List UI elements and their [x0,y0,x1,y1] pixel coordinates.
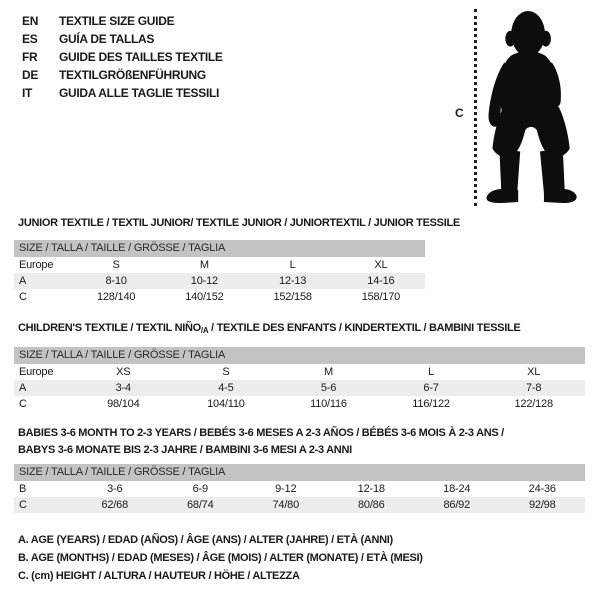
language-title: GUÍA DE TALLAS [59,32,155,46]
table-cell: L [428,366,435,378]
row-label: A [19,275,27,287]
row-label: C [19,499,27,511]
row-label: C [19,291,27,303]
children-title-sub: /A [200,326,209,335]
table-cell: 128/140 [96,291,136,303]
legend-notes [18,531,423,585]
children-size-table [14,347,585,412]
table-cell: XL [374,259,388,271]
table-row [14,481,585,497]
table-cell: 98/104 [107,398,140,410]
language-row [22,66,223,84]
table-cell: 140/152 [185,291,224,303]
table-row [14,497,585,513]
baby-silhouette-icon [483,8,593,206]
table-row [14,273,425,289]
legend-note-c: C. (cm) HEIGHT / ALTURA / HAUTEUR / HÖHE / ALTEZZA [18,570,300,582]
language-code: EN [22,14,39,28]
table-cell: 12-13 [279,275,307,287]
language-code: ES [22,32,38,46]
table-cell: 158/170 [361,291,401,303]
table-cell: 92/98 [528,499,556,511]
language-code: DE [22,68,39,82]
legend-note-b: B. AGE (MONTHS) / EDAD (MESES) / ÂGE (MOIS) / ALTER (MONATE) / ETÀ (MESI) [18,552,423,564]
table-cell: 3-6 [107,483,123,495]
language-code: FR [22,50,38,64]
table-cell: 18-24 [443,483,471,495]
table-cell: 104/110 [207,398,245,410]
table-cell: 80/86 [357,499,385,511]
table-row [14,257,425,273]
row-label: Europe [19,366,54,378]
table-cell: 74/80 [272,499,300,511]
babies-table-title [18,425,504,459]
table-cell: 152/158 [273,291,312,303]
babies-title-line1: BABIES 3-6 MONTH TO 2-3 YEARS / BEBÉS 3-6 MESES A 2-3 AÑOS / BÉBÉS 3-6 MOIS À 2-3 ANS / [18,427,504,439]
babies-title-line2: BABYS 3-6 MONATE BIS 2-3 JAHRE / BAMBINI 3-6 MESI A 2-3 ANNI [18,444,352,456]
table-cell: 5-6 [320,382,337,394]
size-header-bar: SIZE / TALLA / TAILLE / GRÖSSE / TAGLIA [14,464,585,481]
language-title: TEXTILGRÖßENFÜHRUNG [59,68,206,82]
language-title: GUIDA ALLE TAGLIE TESSILI [59,86,220,100]
table-cell: M [324,366,333,378]
table-cell: 24-36 [528,483,556,495]
row-label: B [19,483,27,495]
table-row [14,289,425,305]
table-row [14,364,585,380]
table-cell: 12-18 [357,483,385,495]
row-label: Europe [19,259,54,271]
language-row [22,12,223,30]
language-row [22,48,223,66]
children-title-pre: CHILDREN'S TEXTILE / TEXTIL NIÑO [18,322,201,334]
table-row [14,396,585,412]
junior-size-table [14,240,425,305]
language-title: GUIDE DES TAILLES TEXTILE [59,50,223,64]
table-cell: XS [116,366,131,378]
table-cell: 10-12 [190,275,218,287]
size-header-bar: SIZE / TALLA / TAILLE / GRÖSSE / TAGLIA [14,347,585,364]
children-title-post: / TEXTILE DES ENFANTS / KINDERTEXTIL / BAMBINI TESSILE [208,322,521,334]
table-cell: 3-4 [115,382,131,394]
table-cell: 110/116 [310,398,347,410]
language-title: TEXTILE SIZE GUIDE [59,14,175,28]
language-list [22,12,223,102]
height-label-c: C [455,106,464,120]
table-cell: 122/128 [514,398,553,410]
table-cell: 9-12 [275,483,297,495]
row-label: C [19,398,27,410]
language-row [22,30,223,48]
language-code: IT [22,86,33,100]
table-cell: 68/74 [186,499,214,511]
row-label: A [19,382,27,394]
table-cell: 8-10 [105,275,127,287]
table-cell: 6-7 [423,382,439,394]
legend-note-a: A. AGE (YEARS) / EDAD (AÑOS) / ÂGE (ANS) / ALTER (JAHRE) / ETÀ (ANNI) [18,534,393,546]
children-table-title [18,320,520,339]
babies-size-table [14,464,585,513]
table-cell: 62/68 [101,499,129,511]
table-cell: 7-8 [526,382,542,394]
size-header-bar: SIZE / TALLA / TAILLE / GRÖSSE / TAGLIA [14,240,425,257]
table-cell: S [112,259,120,271]
table-cell: L [289,259,296,271]
table-cell: 14-16 [367,275,395,287]
language-row [22,84,223,102]
table-cell: 6-9 [192,483,208,495]
table-cell: 86/92 [443,499,471,511]
table-cell: 4-5 [218,382,234,394]
table-cell: XL [527,366,541,378]
height-dotted-line [474,9,477,206]
junior-table-title: JUNIOR TEXTILE / TEXTIL JUNIOR/ TEXTILE JUNIOR / JUNIORTEXTIL / JUNIOR TESSILE [18,217,460,229]
table-cell: S [222,366,230,378]
table-cell: 116/122 [412,398,450,410]
table-row [14,380,585,396]
table-cell: M [199,259,209,271]
